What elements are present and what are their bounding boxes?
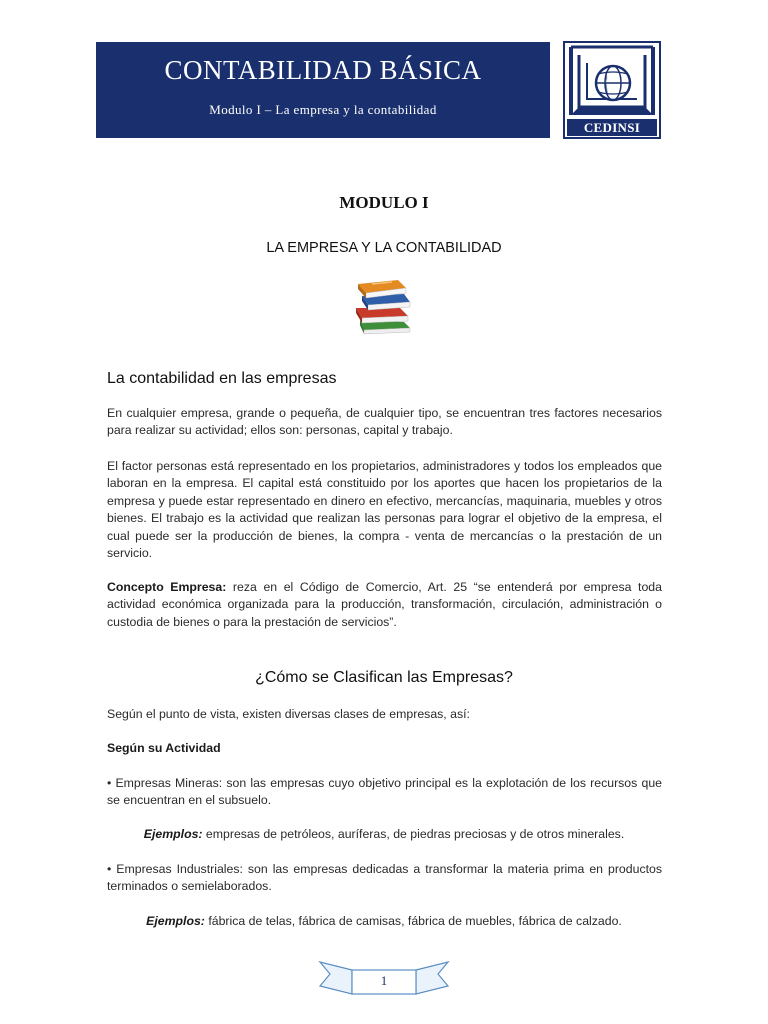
list-item-industriales: • Empresas Industriales: son las empresas dedicadas a transformar la materia prima en productos terminados o semielaborados.: [107, 862, 662, 894]
example-mineras: [0, 826, 768, 843]
paragraph-factores: En cualquier empresa, grande o pequeña, de cualquier tipo, se encuentran tres factores necesarios para realizar su actividad; ellos son: personas, capital y trabajo.: [107, 406, 662, 438]
example-label: Ejemplos:: [146, 914, 205, 928]
section-heading-clasificacion: ¿Cómo se Clasifican las Empresas?: [255, 669, 513, 686]
document-subtitle: Modulo I – La empresa y la contabilidad: [209, 102, 437, 117]
paragraph-factor-personas: El factor personas está representado en los propietarios, administradores y todos los empleados que laboran en la empresa. El capital está constituido por los aportes que hacen los propietarios de la empresa y puede estar representado en dinero en efectivo, mercancías, maquinaria, muebles y otros bienes. El trabajo es la actividad que realizan las personas para lograr el objetivo de la empresa, el cual puede ser la producción de bienes, la compra - venta de mercancías o la prestación de un servicio.: [107, 459, 662, 561]
cedinsi-logo: [563, 41, 661, 139]
section-heading-contabilidad: La contabilidad en las empresas: [107, 370, 337, 387]
concepto-text: reza en el Código de Comercio, Art. 25 “se entenderá por empresa toda actividad económica organizada para la producción, transformación, circulación, administración o custodia de bienes o para la prestación de servicios”.: [107, 580, 662, 629]
example-text: fábrica de telas, fábrica de camisas, fábrica de muebles, fábrica de calzado.: [204, 914, 622, 928]
paragraph-intro-clases: Según el punto de vista, existen diversas clases de empresas, así:: [107, 707, 470, 721]
subheading-segun-actividad: Según su Actividad: [107, 741, 221, 755]
example-industriales: [0, 913, 768, 930]
module-title: MODULO I: [339, 193, 429, 212]
concepto-label: Concepto Empresa:: [107, 580, 227, 594]
header-banner: [96, 42, 550, 138]
books-stack-icon: [352, 278, 416, 336]
page-number: 1: [380, 973, 388, 988]
document-title: CONTABILIDAD BÁSICA: [164, 55, 482, 85]
paragraph-concepto-empresa: [107, 579, 662, 631]
logo-text: CEDINSI: [567, 119, 657, 136]
example-text: empresas de petróleos, auríferas, de piedras preciosas y de otros minerales.: [202, 827, 625, 841]
list-item-mineras: • Empresas Mineras: son las empresas cuyo objetivo principal es la explotación de los recursos que se encuentran en el subsuelo.: [107, 776, 662, 808]
module-subtitle: LA EMPRESA Y LA CONTABILIDAD: [266, 240, 502, 256]
example-label: Ejemplos:: [143, 827, 203, 841]
globe-frame-icon: [565, 43, 659, 119]
